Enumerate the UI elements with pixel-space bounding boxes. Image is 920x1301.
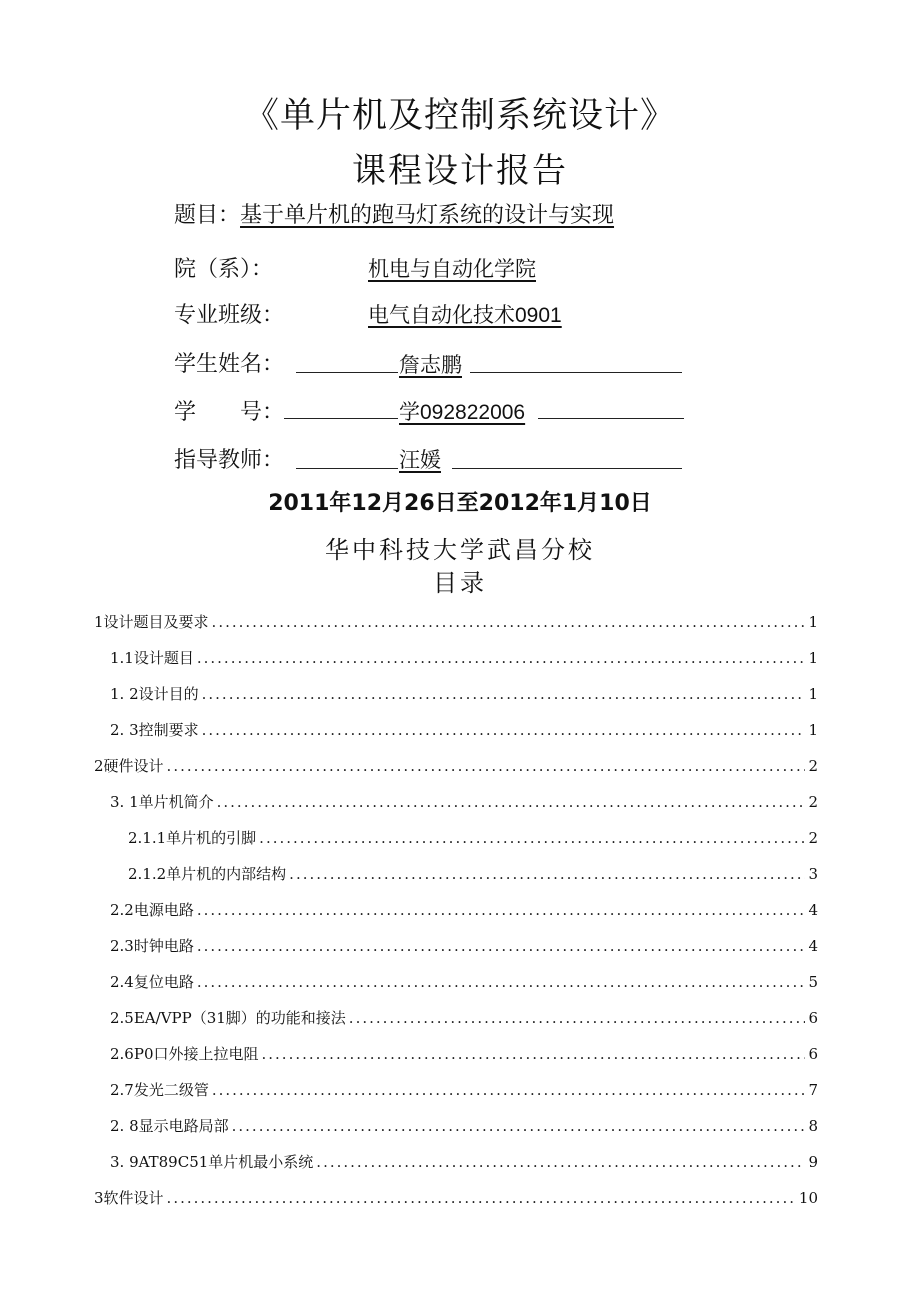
toc-entry-label: 3软件设计: [94, 1189, 164, 1207]
toc-entry[interactable]: [110, 1079, 818, 1100]
toc-entry-label: 1设计题目及要求: [94, 613, 209, 631]
report-title-line1: 《单片机及控制系统设计》: [243, 96, 676, 136]
toc-entry-page: 4: [808, 901, 818, 919]
toc-entry-label: 2.7发光二级管: [110, 1081, 209, 1099]
toc-entry-label: 2.6P0口外接上拉电阻: [110, 1045, 259, 1063]
toc-leader-dots: [202, 685, 806, 703]
student-label: 学生姓名：: [174, 352, 285, 377]
toc-entry-page: 1: [808, 649, 818, 667]
student-id-label: 学 号：: [174, 400, 285, 425]
toc-entry[interactable]: [110, 935, 818, 956]
toc-entry[interactable]: [110, 1151, 818, 1172]
toc-entry-page: 1: [808, 685, 818, 703]
toc-leader-dots: [316, 1153, 805, 1171]
advisor-underline-right: [452, 468, 682, 469]
toc-leader-dots: [259, 829, 805, 847]
toc-entry-label: 1. 2设计目的: [110, 685, 199, 703]
report-title-line2: 课程设计报告: [352, 151, 568, 191]
student-underline-left: [296, 372, 398, 373]
toc-leader-dots: [349, 1009, 806, 1027]
toc-entry[interactable]: [94, 611, 818, 632]
toc-entry[interactable]: [110, 719, 818, 740]
toc-entry[interactable]: [110, 899, 818, 920]
college-label: 院（系）：: [174, 257, 274, 282]
toc-entry-page: 7: [808, 1081, 818, 1099]
toc-entry-page: 1: [808, 721, 818, 739]
major-label: 专业班级：: [174, 303, 285, 328]
toc-entry-label: 2. 8显示电路局部: [110, 1117, 229, 1135]
toc-title: 目录: [433, 569, 487, 597]
toc-entry-page: 3: [808, 865, 818, 883]
toc-leader-dots: [212, 613, 806, 631]
toc-entry-page: 10: [798, 1189, 818, 1207]
toc-entry[interactable]: [94, 1187, 818, 1208]
advisor-label: 指导教师：: [174, 448, 285, 473]
college-value: 机电与自动化学院: [368, 257, 536, 281]
toc-leader-dots: [167, 1189, 796, 1207]
toc-leader-dots: [262, 1045, 806, 1063]
toc-entry-page: 2: [808, 829, 818, 847]
toc-entry-label: 2硬件设计: [94, 757, 164, 775]
toc-entry-page: 6: [808, 1009, 818, 1027]
toc-entry[interactable]: [110, 1007, 818, 1028]
topic-row: [174, 198, 614, 229]
toc-leader-dots: [167, 757, 806, 775]
toc-entry-label: 2.5EA/VPP（31脚）的功能和接法: [110, 1009, 346, 1027]
toc-leader-dots: [232, 1117, 806, 1135]
toc-entry[interactable]: [128, 863, 818, 884]
topic-label: 题目：: [174, 203, 241, 228]
toc-entry[interactable]: [94, 755, 818, 776]
toc-entry-page: 8: [808, 1117, 818, 1135]
toc-entry-page: 6: [808, 1045, 818, 1063]
toc-entry-page: 5: [808, 973, 818, 991]
toc-entry-label: 3. 9AT89C51单片机最小系统: [110, 1153, 314, 1171]
student-underline-right: [470, 372, 682, 373]
toc-entry[interactable]: [110, 647, 818, 668]
toc-leader-dots: [197, 973, 806, 991]
date-range: 2011年12月26日至2012年1月10日: [268, 491, 652, 516]
toc-entry-page: 2: [808, 757, 818, 775]
toc-leader-dots: [289, 865, 805, 883]
student-value: 詹志鹏: [399, 353, 462, 377]
toc-entry[interactable]: [110, 1115, 818, 1136]
student-id-value: 学092822006: [399, 401, 526, 424]
toc-entry-label: 2.1.1单片机的引脚: [128, 829, 257, 847]
toc-entry-label: 2.4复位电路: [110, 973, 194, 991]
toc-leader-dots: [197, 649, 806, 667]
toc-leader-dots: [197, 937, 806, 955]
id-underline-left: [284, 418, 398, 419]
toc-entry[interactable]: [110, 1043, 818, 1064]
id-underline-right: [538, 418, 684, 419]
school-name: 华中科技大学武昌分校: [325, 536, 595, 564]
advisor-value: 汪媛: [399, 448, 441, 472]
toc-entry-label: 2.2电源电路: [110, 901, 194, 919]
major-value: 电气自动化技术0901: [368, 304, 562, 327]
toc-entry-label: 2.3时钟电路: [110, 937, 194, 955]
toc-entry-label: 1.1设计题目: [110, 649, 194, 667]
toc-entry-page: 9: [808, 1153, 818, 1171]
topic-value: 基于单片机的跑马灯系统的设计与实现: [240, 203, 615, 228]
toc-leader-dots: [217, 793, 806, 811]
toc-entry[interactable]: [128, 827, 818, 848]
toc-entry[interactable]: [110, 683, 818, 704]
toc-entry-label: 3. 1单片机简介: [110, 793, 214, 811]
toc-entry-page: 1: [808, 613, 818, 631]
toc-leader-dots: [202, 721, 806, 739]
toc-entry-page: 2: [808, 793, 818, 811]
advisor-underline-left: [296, 468, 398, 469]
toc-entry-label: 2.1.2单片机的内部结构: [128, 865, 287, 883]
toc-entry-page: 4: [808, 937, 818, 955]
toc-entry[interactable]: [110, 791, 818, 812]
toc-entry-label: 2. 3控制要求: [110, 721, 199, 739]
toc-leader-dots: [212, 1081, 806, 1099]
toc-entry[interactable]: [110, 971, 818, 992]
toc-leader-dots: [197, 901, 806, 919]
